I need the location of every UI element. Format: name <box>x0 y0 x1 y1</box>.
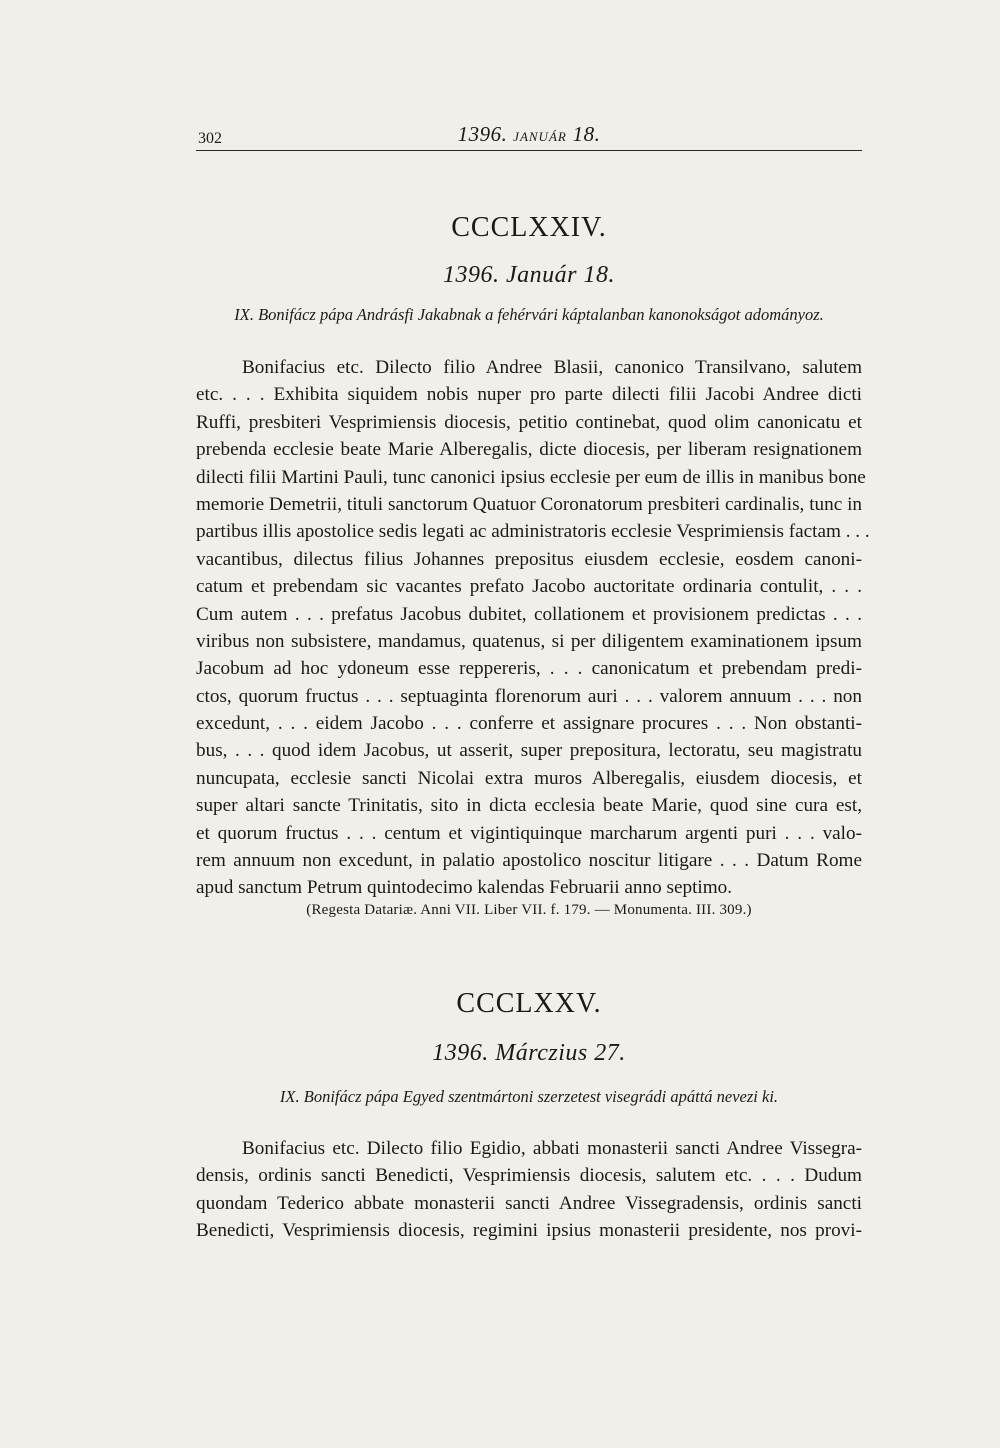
text-line: bus, . . . quod idem Jacobus, ut asserit, super prepositura, lectoratu, seu magistratu <box>196 740 862 762</box>
running-head <box>196 118 862 151</box>
running-title-month: JANUÁR <box>513 129 567 144</box>
document-body <box>196 354 870 902</box>
text-line: Ruffi, presbiteri Vesprimiensis diocesis, petitio continebat, quod olim canonicatu et <box>196 411 862 433</box>
document-date: 1396. Január 18. <box>443 262 615 288</box>
text-line: Jacobum ad hoc ydoneum esse reppereris, . . . canonicatum et prebendam predi- <box>196 658 862 680</box>
running-title <box>196 122 862 147</box>
text-line: Benedicti, Vesprimiensis diocesis, regimini ipsius monasterii presidente, nos provi- <box>196 1220 862 1242</box>
text-line: partibus illis apostolice sedis legati ac administratoris ecclesie Vesprimiensis factam . . . <box>196 521 870 543</box>
document-date: 1396. Márczius 27. <box>432 1040 626 1066</box>
text-line: super altari sancte Trinitatis, sito in dicta ecclesia beate Marie, quod sine cura est, <box>196 795 862 817</box>
text-line: memorie Demetrii, tituli sanctorum Quatuor Coronatorum presbiteri cardinalis, tunc in <box>196 493 862 515</box>
text-line: viribus non subsistere, mandamus, quatenus, si per diligentem examinationem ipsum <box>196 630 862 652</box>
document-body <box>196 1135 862 1245</box>
text-line: vacantibus, dilectus filius Johannes prepositus eiusdem ecclesie, eosdem canoni- <box>196 548 862 570</box>
text-line: dilecti filii Martini Pauli, tunc canonici ipsius ecclesie per eum de illis in manibus bone <box>196 466 866 488</box>
text-line: Cum autem . . . prefatus Jacobus dubitet, collationem et provisionem predictas . . . <box>196 603 862 625</box>
text-line: excedunt, . . . eidem Jacobo . . . conferre et assignare procures . . . Non obstanti- <box>196 713 862 735</box>
text-line: etc. . . . Exhibita siquidem nobis nuper pro parte dilecti filii Jacobi Andree dicti <box>196 384 862 406</box>
text-line: quondam Tederico abbate monasterii sancti Andree Vissegradensis, ordinis sancti <box>196 1192 862 1214</box>
text-line: rem annuum non excedunt, in palatio apostolico noscitur litigare . . . Datum Rome <box>196 850 862 872</box>
text-line: catum et prebendam sic vacantes prefato Jacobo auctoritate ordinaria contulit, . . . <box>196 576 862 598</box>
page-number: 302 <box>198 130 222 147</box>
text-line: Bonifacius etc. Dilecto filio Egidio, abbati monasterii sancti Andree Vissegra- <box>242 1138 862 1159</box>
document-number: CCCLXXIV. <box>451 212 607 243</box>
running-title-year: 1396. <box>457 122 508 146</box>
document-summary: IX. Bonifácz pápa Andrásfi Jakabnak a fehérvári káptalanban kanonokságot adományoz. <box>234 305 824 324</box>
text-line: densis, ordinis sancti Benedicti, Vesprimiensis diocesis, salutem etc. . . . Dudum <box>196 1165 862 1187</box>
source-citation: (Regesta Datariæ. Anni VII. Liber VII. f. 179. — Monumenta. III. 309.) <box>306 902 752 918</box>
running-title-day: 18. <box>572 122 601 146</box>
document-summary: IX. Bonifácz pápa Egyed szentmártoni szerzetest visegrádi apáttá nevezi ki. <box>279 1087 779 1106</box>
text-line: nuncupata, ecclesie sancti Nicolai extra muros Alberegalis, eiusdem diocesis, et <box>196 767 862 789</box>
text-line: et quorum fructus . . . centum et vigintiquinque marcharum argenti puri . . . valo- <box>196 822 862 844</box>
text-line: ctos, quorum fructus . . . septuaginta florenorum auri . . . valorem annuum . . . non <box>196 685 862 707</box>
text-line: Bonifacius etc. Dilecto filio Andree Blasii, canonico Transilvano, salutem <box>242 357 862 378</box>
text-line: apud sanctum Petrum quintodecimo kalendas Februarii anno septimo. <box>196 877 733 899</box>
text-line: prebenda ecclesie beate Marie Alberegalis, dicte diocesis, per liberam resignationem <box>196 439 862 461</box>
document-number: CCCLXXV. <box>456 988 602 1019</box>
